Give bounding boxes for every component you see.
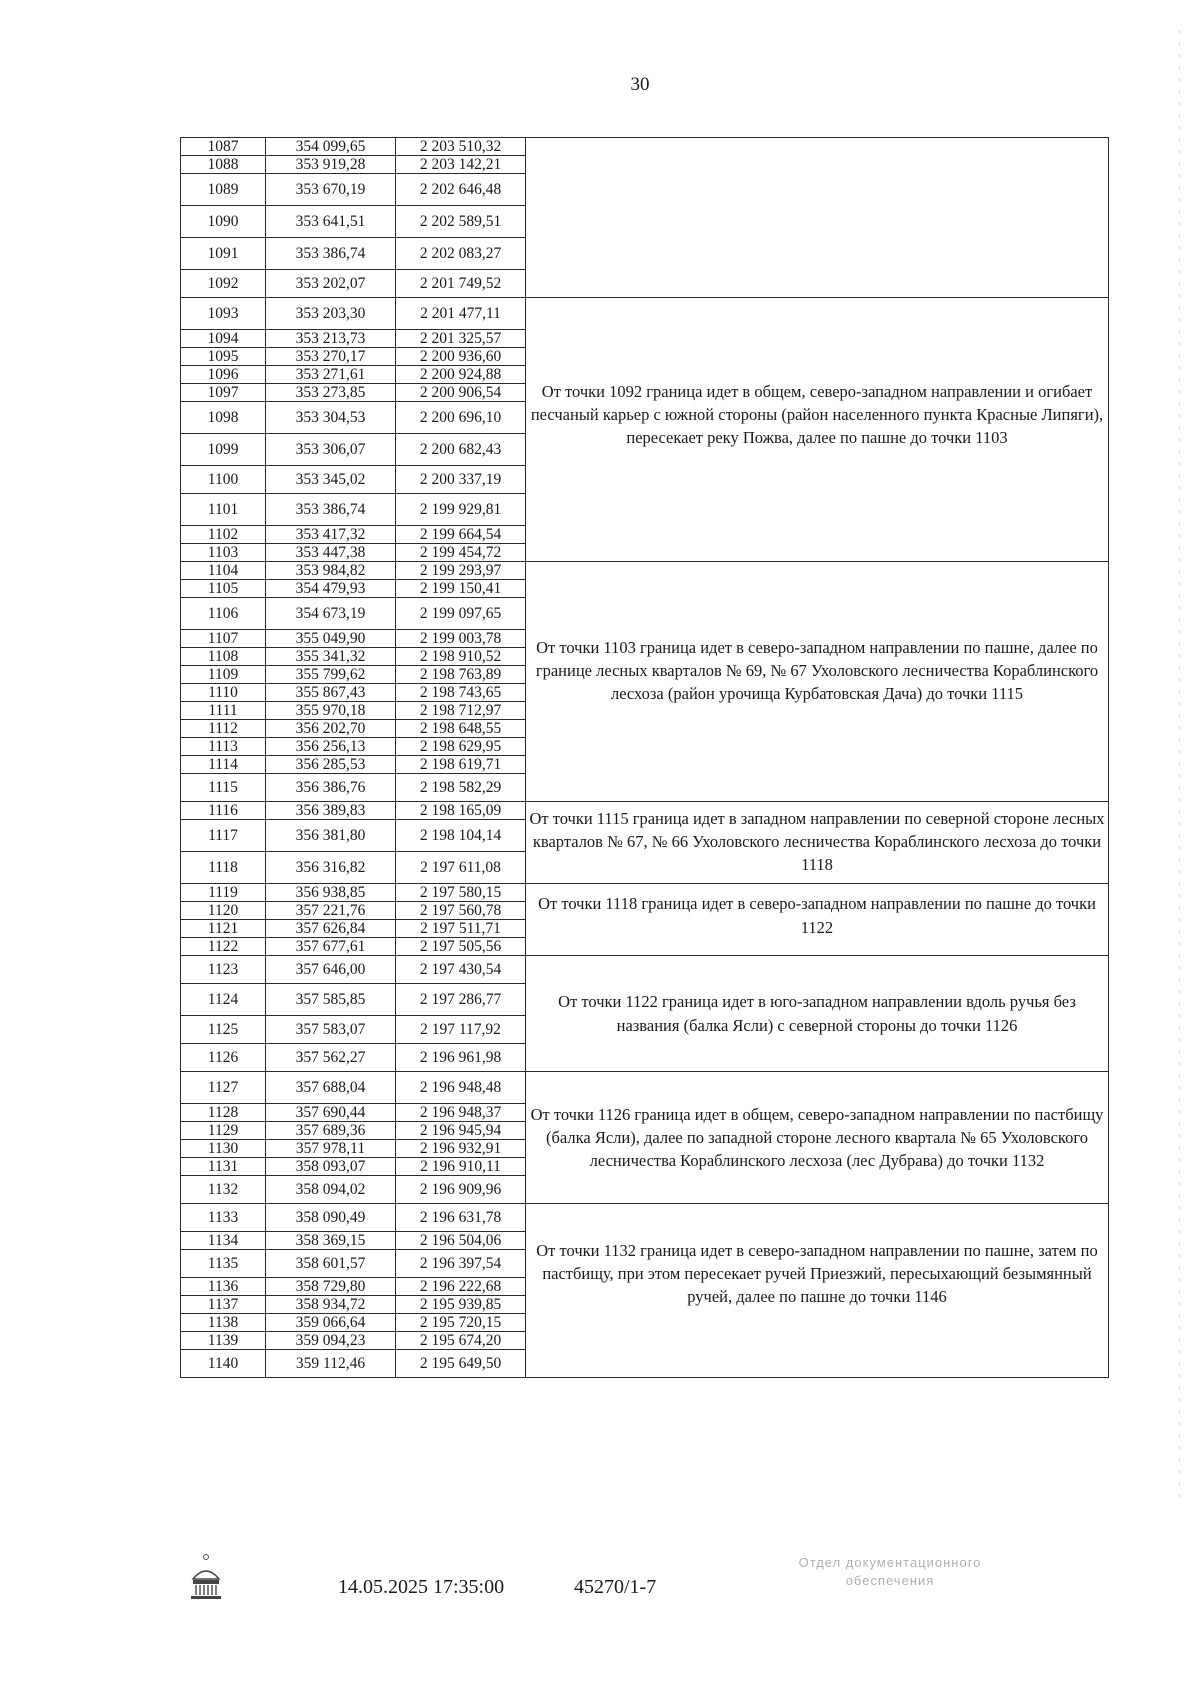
coordinate-y: 2 198 104,14 bbox=[396, 820, 526, 852]
coordinate-x: 356 316,82 bbox=[266, 852, 396, 884]
coordinate-x: 356 381,80 bbox=[266, 820, 396, 852]
coordinate-y: 2 197 511,71 bbox=[396, 920, 526, 938]
table-row bbox=[181, 884, 1109, 902]
point-number: 1128 bbox=[181, 1104, 266, 1122]
coordinate-x: 357 221,76 bbox=[266, 902, 396, 920]
coordinate-y: 2 199 454,72 bbox=[396, 544, 526, 562]
coordinate-y: 2 199 293,97 bbox=[396, 562, 526, 580]
point-number: 1093 bbox=[181, 298, 266, 330]
department-stamp bbox=[740, 1554, 1040, 1590]
coordinate-y: 2 196 909,96 bbox=[396, 1176, 526, 1204]
coordinate-x: 353 213,73 bbox=[266, 330, 396, 348]
point-number: 1139 bbox=[181, 1332, 266, 1350]
coordinate-y: 2 202 589,51 bbox=[396, 206, 526, 238]
coordinate-y: 2 203 142,21 bbox=[396, 156, 526, 174]
coordinate-y: 2 195 939,85 bbox=[396, 1296, 526, 1314]
stamp-line-2: обеспечения bbox=[845, 1573, 935, 1589]
coordinate-x: 359 066,64 bbox=[266, 1314, 396, 1332]
coordinate-y: 2 197 117,92 bbox=[396, 1016, 526, 1044]
point-number: 1097 bbox=[181, 384, 266, 402]
coordinate-x: 355 049,90 bbox=[266, 630, 396, 648]
point-number: 1140 bbox=[181, 1350, 266, 1378]
coordinate-y: 2 200 936,60 bbox=[396, 348, 526, 366]
coordinate-x: 359 112,46 bbox=[266, 1350, 396, 1378]
coordinate-x: 353 417,32 bbox=[266, 526, 396, 544]
coordinate-y: 2 196 631,78 bbox=[396, 1204, 526, 1232]
coordinate-x: 353 386,74 bbox=[266, 238, 396, 270]
coordinate-y: 2 200 696,10 bbox=[396, 402, 526, 434]
point-number: 1092 bbox=[181, 270, 266, 298]
point-number: 1099 bbox=[181, 434, 266, 466]
table-row bbox=[181, 1204, 1109, 1232]
coordinate-x: 357 690,44 bbox=[266, 1104, 396, 1122]
point-number: 1119 bbox=[181, 884, 266, 902]
point-number: 1089 bbox=[181, 174, 266, 206]
coordinate-x: 357 978,11 bbox=[266, 1140, 396, 1158]
coordinate-y: 2 200 906,54 bbox=[396, 384, 526, 402]
coordinate-y: 2 198 763,89 bbox=[396, 666, 526, 684]
coordinate-x: 353 203,30 bbox=[266, 298, 396, 330]
coordinate-x: 355 799,62 bbox=[266, 666, 396, 684]
coordinate-x: 356 389,83 bbox=[266, 802, 396, 820]
coordinate-y: 2 196 961,98 bbox=[396, 1044, 526, 1072]
point-number: 1124 bbox=[181, 984, 266, 1016]
boundary-description bbox=[526, 138, 1109, 298]
coordinate-x: 357 626,84 bbox=[266, 920, 396, 938]
point-number: 1123 bbox=[181, 956, 266, 984]
coordinate-x: 358 094,02 bbox=[266, 1176, 396, 1204]
point-number: 1088 bbox=[181, 156, 266, 174]
coordinate-x: 353 271,61 bbox=[266, 366, 396, 384]
coordinate-y: 2 196 397,54 bbox=[396, 1250, 526, 1278]
coordinate-y: 2 195 720,15 bbox=[396, 1314, 526, 1332]
coordinate-x: 356 202,70 bbox=[266, 720, 396, 738]
coordinate-x: 353 270,17 bbox=[266, 348, 396, 366]
coordinate-x: 353 345,02 bbox=[266, 466, 396, 494]
point-number: 1101 bbox=[181, 494, 266, 526]
footer-document-number: 45270/1-7 bbox=[574, 1576, 657, 1598]
point-number: 1126 bbox=[181, 1044, 266, 1072]
point-number: 1091 bbox=[181, 238, 266, 270]
table-row bbox=[181, 956, 1109, 984]
boundary-description: От точки 1122 граница идет в юго-западном направлении вдоль ручья без названия (балка Ясли) с северной стороны до точки 1126 bbox=[526, 956, 1109, 1072]
coordinate-x: 358 090,49 bbox=[266, 1204, 396, 1232]
coordinate-y: 2 198 165,09 bbox=[396, 802, 526, 820]
coordinate-y: 2 196 910,11 bbox=[396, 1158, 526, 1176]
coordinate-x: 356 386,76 bbox=[266, 774, 396, 802]
coordinate-y: 2 201 749,52 bbox=[396, 270, 526, 298]
point-number: 1121 bbox=[181, 920, 266, 938]
point-number: 1115 bbox=[181, 774, 266, 802]
coordinate-x: 355 341,32 bbox=[266, 648, 396, 666]
coordinate-x: 357 688,04 bbox=[266, 1072, 396, 1104]
coordinate-y: 2 196 504,06 bbox=[396, 1232, 526, 1250]
coordinate-x: 353 670,19 bbox=[266, 174, 396, 206]
coordinate-y: 2 198 619,71 bbox=[396, 756, 526, 774]
coordinate-x: 357 562,27 bbox=[266, 1044, 396, 1072]
table-row bbox=[181, 138, 1109, 156]
coordinate-y: 2 197 580,15 bbox=[396, 884, 526, 902]
coordinate-x: 357 677,61 bbox=[266, 938, 396, 956]
coordinate-y: 2 199 097,65 bbox=[396, 598, 526, 630]
coordinate-x: 356 285,53 bbox=[266, 756, 396, 774]
boundary-description: От точки 1103 граница идет в северо-западном направлении по пашне, далее по границе лесных кварталов № 69, № 67 Ухоловского лесничества Кораблинского лесхоза (район урочища Курбатовская Дача) до точки 1115 bbox=[526, 562, 1109, 802]
coordinate-y: 2 195 649,50 bbox=[396, 1350, 526, 1378]
coordinate-y: 2 196 222,68 bbox=[396, 1278, 526, 1296]
coordinate-y: 2 202 646,48 bbox=[396, 174, 526, 206]
coordinate-y: 2 200 337,19 bbox=[396, 466, 526, 494]
point-number: 1125 bbox=[181, 1016, 266, 1044]
point-number: 1100 bbox=[181, 466, 266, 494]
boundary-description: От точки 1132 граница идет в северо-западном направлении по пашне, затем по пастбищу, при этом пересекает ручей Приезжий, пересыхающий безымянный ручей, далее по пашне до точки 1146 bbox=[526, 1204, 1109, 1378]
coordinate-y: 2 203 510,32 bbox=[396, 138, 526, 156]
coordinate-x: 353 919,28 bbox=[266, 156, 396, 174]
coordinate-y: 2 201 325,57 bbox=[396, 330, 526, 348]
table-row bbox=[181, 298, 1109, 330]
point-number: 1096 bbox=[181, 366, 266, 384]
point-number: 1095 bbox=[181, 348, 266, 366]
coordinate-x: 355 867,43 bbox=[266, 684, 396, 702]
coordinate-x: 356 938,85 bbox=[266, 884, 396, 902]
point-number: 1118 bbox=[181, 852, 266, 884]
coordinate-y: 2 199 664,54 bbox=[396, 526, 526, 544]
footer-timestamp: 14.05.2025 17:35:00 bbox=[338, 1576, 505, 1598]
coordinate-x: 356 256,13 bbox=[266, 738, 396, 756]
point-number: 1117 bbox=[181, 820, 266, 852]
coordinate-x: 357 689,36 bbox=[266, 1122, 396, 1140]
coordinate-x: 358 729,80 bbox=[266, 1278, 396, 1296]
coordinate-y: 2 196 948,48 bbox=[396, 1072, 526, 1104]
point-number: 1094 bbox=[181, 330, 266, 348]
coordinate-x: 354 479,93 bbox=[266, 580, 396, 598]
point-number: 1111 bbox=[181, 702, 266, 720]
point-number: 1134 bbox=[181, 1232, 266, 1250]
coordinate-y: 2 202 083,27 bbox=[396, 238, 526, 270]
point-number: 1110 bbox=[181, 684, 266, 702]
coordinates-table bbox=[180, 137, 1109, 1378]
scan-edge-marks bbox=[1178, 30, 1181, 1500]
point-number: 1132 bbox=[181, 1176, 266, 1204]
page-number: 30 bbox=[630, 74, 650, 95]
coordinate-y: 2 198 648,55 bbox=[396, 720, 526, 738]
table-row bbox=[181, 562, 1109, 580]
boundary-description: От точки 1118 граница идет в северо-западном направлении по пашне до точки 1122 bbox=[526, 884, 1109, 956]
point-number: 1127 bbox=[181, 1072, 266, 1104]
point-number: 1109 bbox=[181, 666, 266, 684]
point-number: 1131 bbox=[181, 1158, 266, 1176]
point-number: 1138 bbox=[181, 1314, 266, 1332]
coordinate-y: 2 197 430,54 bbox=[396, 956, 526, 984]
coordinate-x: 353 202,07 bbox=[266, 270, 396, 298]
coordinate-x: 353 304,53 bbox=[266, 402, 396, 434]
coordinate-x: 353 641,51 bbox=[266, 206, 396, 238]
coordinate-x: 353 984,82 bbox=[266, 562, 396, 580]
table-row bbox=[181, 1072, 1109, 1104]
point-number: 1104 bbox=[181, 562, 266, 580]
coordinate-y: 2 197 611,08 bbox=[396, 852, 526, 884]
coordinate-x: 353 447,38 bbox=[266, 544, 396, 562]
coordinate-y: 2 198 743,65 bbox=[396, 684, 526, 702]
point-number: 1114 bbox=[181, 756, 266, 774]
coordinate-x: 357 583,07 bbox=[266, 1016, 396, 1044]
point-number: 1113 bbox=[181, 738, 266, 756]
coordinate-x: 354 099,65 bbox=[266, 138, 396, 156]
coordinate-y: 2 199 929,81 bbox=[396, 494, 526, 526]
coordinate-x: 357 585,85 bbox=[266, 984, 396, 1016]
coordinate-x: 353 306,07 bbox=[266, 434, 396, 466]
point-number: 1087 bbox=[181, 138, 266, 156]
coordinate-x: 358 934,72 bbox=[266, 1296, 396, 1314]
coordinate-x: 358 093,07 bbox=[266, 1158, 396, 1176]
coordinate-y: 2 195 674,20 bbox=[396, 1332, 526, 1350]
coordinate-y: 2 196 932,91 bbox=[396, 1140, 526, 1158]
point-number: 1098 bbox=[181, 402, 266, 434]
point-number: 1129 bbox=[181, 1122, 266, 1140]
point-number: 1103 bbox=[181, 544, 266, 562]
point-number: 1107 bbox=[181, 630, 266, 648]
point-number: 1105 bbox=[181, 580, 266, 598]
coordinate-y: 2 198 582,29 bbox=[396, 774, 526, 802]
point-number: 1120 bbox=[181, 902, 266, 920]
point-number: 1135 bbox=[181, 1250, 266, 1278]
coordinate-y: 2 201 477,11 bbox=[396, 298, 526, 330]
boundary-description: От точки 1092 граница идет в общем, северо-западном направлении и огибает песчаный карьер с южной стороны (район населенного пункта Красные Липяги), пересекает реку Пожва, далее по пашне до точки 1103 bbox=[526, 298, 1109, 562]
coordinate-x: 358 601,57 bbox=[266, 1250, 396, 1278]
point-number: 1133 bbox=[181, 1204, 266, 1232]
coordinate-x: 355 970,18 bbox=[266, 702, 396, 720]
coordinate-x: 358 369,15 bbox=[266, 1232, 396, 1250]
coordinate-x: 353 386,74 bbox=[266, 494, 396, 526]
coordinate-x: 357 646,00 bbox=[266, 956, 396, 984]
point-number: 1137 bbox=[181, 1296, 266, 1314]
point-number: 1116 bbox=[181, 802, 266, 820]
coordinate-y: 2 200 924,88 bbox=[396, 366, 526, 384]
point-number: 1136 bbox=[181, 1278, 266, 1296]
coordinate-y: 2 197 505,56 bbox=[396, 938, 526, 956]
coordinate-y: 2 200 682,43 bbox=[396, 434, 526, 466]
point-number: 1122 bbox=[181, 938, 266, 956]
coordinate-y: 2 199 150,41 bbox=[396, 580, 526, 598]
point-number: 1090 bbox=[181, 206, 266, 238]
coordinate-x: 353 273,85 bbox=[266, 384, 396, 402]
coordinate-y: 2 196 945,94 bbox=[396, 1122, 526, 1140]
point-number: 1112 bbox=[181, 720, 266, 738]
point-number: 1102 bbox=[181, 526, 266, 544]
table-row bbox=[181, 802, 1109, 820]
point-number: 1130 bbox=[181, 1140, 266, 1158]
coordinate-y: 2 196 948,37 bbox=[396, 1104, 526, 1122]
coordinate-x: 359 094,23 bbox=[266, 1332, 396, 1350]
emblem-logo bbox=[188, 1553, 224, 1601]
coordinate-y: 2 197 560,78 bbox=[396, 902, 526, 920]
stamp-line-1: Отдел документационного bbox=[798, 1555, 982, 1570]
point-number: 1106 bbox=[181, 598, 266, 630]
boundary-description: От точки 1115 граница идет в западном направлении по северной стороне лесных кварталов № 67, № 66 Ухоловского лесничества Кораблинского лесхоза до точки 1118 bbox=[526, 802, 1109, 884]
boundary-description: От точки 1126 граница идет в общем, северо-западном направлении по пастбищу (балка Ясли), далее по западной стороне лесного квартала № 65 Ухоловского лесничества Кораблинского лесхоза (лес Дубрава) до точки 1132 bbox=[526, 1072, 1109, 1204]
coordinate-x: 354 673,19 bbox=[266, 598, 396, 630]
coordinate-y: 2 198 712,97 bbox=[396, 702, 526, 720]
coordinate-y: 2 199 003,78 bbox=[396, 630, 526, 648]
coordinate-y: 2 197 286,77 bbox=[396, 984, 526, 1016]
coordinate-y: 2 198 910,52 bbox=[396, 648, 526, 666]
point-number: 1108 bbox=[181, 648, 266, 666]
coordinate-y: 2 198 629,95 bbox=[396, 738, 526, 756]
